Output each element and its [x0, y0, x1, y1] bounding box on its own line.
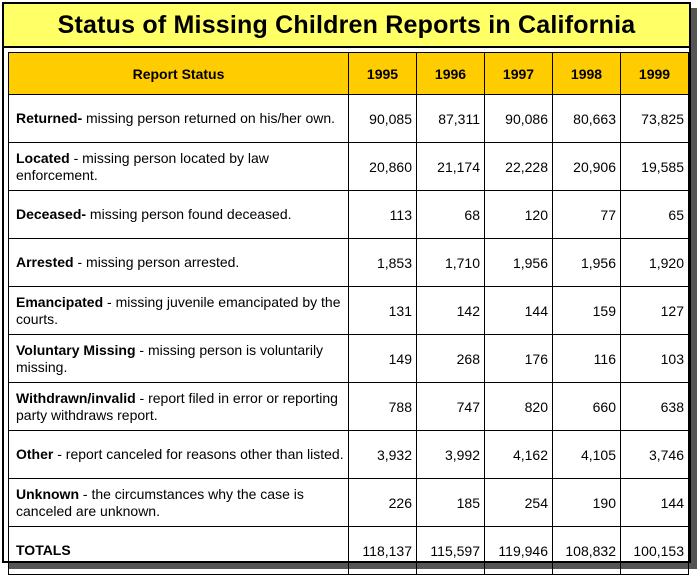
value-cell: 113 — [349, 191, 417, 239]
value-cell: 1,710 — [417, 239, 485, 287]
title-bar — [4, 4, 689, 48]
value-cell: 80,663 — [553, 95, 621, 143]
table-row — [9, 479, 689, 527]
status-label: Emancipated — [16, 293, 104, 310]
value-cell: 142 — [417, 287, 485, 335]
value-cell: 1,920 — [621, 239, 689, 287]
value-cell: 747 — [417, 383, 485, 431]
value-cell: 120 — [485, 191, 553, 239]
status-label: Withdrawn/invalid — [16, 389, 136, 406]
totals-cell: 100,153 — [621, 527, 689, 575]
value-cell: 20,860 — [349, 143, 417, 191]
value-cell: 131 — [349, 287, 417, 335]
column-header-year: 1999 — [621, 53, 689, 95]
value-cell: 149 — [349, 335, 417, 383]
totals-cell: 108,832 — [553, 527, 621, 575]
row-status-cell — [9, 335, 349, 383]
row-status-cell — [9, 95, 349, 143]
value-cell: 1,956 — [485, 239, 553, 287]
row-status-cell — [9, 431, 349, 479]
table-row — [9, 335, 689, 383]
value-cell: 65 — [621, 191, 689, 239]
status-description: missing person returned on his/her own. — [82, 110, 336, 126]
value-cell: 159 — [553, 287, 621, 335]
value-cell: 185 — [417, 479, 485, 527]
value-cell: 19,585 — [621, 143, 689, 191]
status-label: Voluntary Missing — [16, 341, 136, 358]
column-header-year: 1998 — [553, 53, 621, 95]
status-label: Other — [16, 446, 54, 462]
totals-cell: 118,137 — [349, 527, 417, 575]
column-header-year: 1995 — [349, 53, 417, 95]
totals-row — [9, 527, 689, 575]
value-cell: 254 — [485, 479, 553, 527]
value-cell: 127 — [621, 287, 689, 335]
column-header-year: 1997 — [485, 53, 553, 95]
table-row — [9, 191, 689, 239]
value-cell: 638 — [621, 383, 689, 431]
row-status-cell — [9, 383, 349, 431]
header-row — [9, 53, 689, 95]
status-description: - missing juvenile emancipated by the courts. — [16, 293, 341, 327]
table-frame — [2, 2, 691, 563]
value-cell: 90,085 — [349, 95, 417, 143]
value-cell: 190 — [553, 479, 621, 527]
status-description: - report canceled for reasons other than listed. — [53, 446, 344, 462]
value-cell: 87,311 — [417, 95, 485, 143]
totals-label: TOTALS — [9, 527, 349, 575]
value-cell: 68 — [417, 191, 485, 239]
status-label: Located — [16, 149, 70, 166]
value-cell: 144 — [485, 287, 553, 335]
status-label: Unknown — [16, 485, 79, 502]
table-body — [9, 95, 689, 575]
column-header-status: Report Status — [9, 53, 349, 95]
value-cell: 788 — [349, 383, 417, 431]
table-row — [9, 239, 689, 287]
value-cell: 3,746 — [621, 431, 689, 479]
status-description: - the circumstances why the case is canceled are unknown. — [16, 485, 304, 519]
table-row — [9, 143, 689, 191]
value-cell: 226 — [349, 479, 417, 527]
value-cell: 268 — [417, 335, 485, 383]
status-description: - missing person arrested. — [73, 254, 240, 270]
value-cell: 176 — [485, 335, 553, 383]
totals-cell: 115,597 — [417, 527, 485, 575]
value-cell: 73,825 — [621, 95, 689, 143]
status-description: - missing person located by law enforcement. — [16, 149, 269, 183]
value-cell: 1,853 — [349, 239, 417, 287]
value-cell: 4,105 — [553, 431, 621, 479]
value-cell: 116 — [553, 335, 621, 383]
table-row — [9, 287, 689, 335]
page-title: Status of Missing Children Reports in California — [57, 10, 636, 39]
row-status-cell — [9, 479, 349, 527]
row-status-cell — [9, 239, 349, 287]
row-status-cell — [9, 143, 349, 191]
status-description: - report filed in error or reporting party withdraws report. — [16, 389, 338, 423]
row-status-cell — [9, 191, 349, 239]
value-cell: 77 — [553, 191, 621, 239]
table-row — [9, 95, 689, 143]
status-label: Arrested — [16, 254, 74, 270]
table-row — [9, 383, 689, 431]
value-cell: 660 — [553, 383, 621, 431]
value-cell: 3,932 — [349, 431, 417, 479]
value-cell: 20,906 — [553, 143, 621, 191]
status-description: missing person found deceased. — [86, 206, 292, 222]
status-label: Returned- — [16, 110, 83, 126]
value-cell: 21,174 — [417, 143, 485, 191]
table-row — [9, 431, 689, 479]
value-cell: 144 — [621, 479, 689, 527]
totals-cell: 119,946 — [485, 527, 553, 575]
status-table — [8, 52, 689, 575]
value-cell: 90,086 — [485, 95, 553, 143]
row-status-cell — [9, 287, 349, 335]
column-header-year: 1996 — [417, 53, 485, 95]
value-cell: 22,228 — [485, 143, 553, 191]
value-cell: 3,992 — [417, 431, 485, 479]
value-cell: 1,956 — [553, 239, 621, 287]
value-cell: 103 — [621, 335, 689, 383]
status-label: Deceased- — [16, 206, 87, 222]
value-cell: 4,162 — [485, 431, 553, 479]
value-cell: 820 — [485, 383, 553, 431]
status-description: - missing person is voluntarily missing. — [16, 341, 324, 375]
